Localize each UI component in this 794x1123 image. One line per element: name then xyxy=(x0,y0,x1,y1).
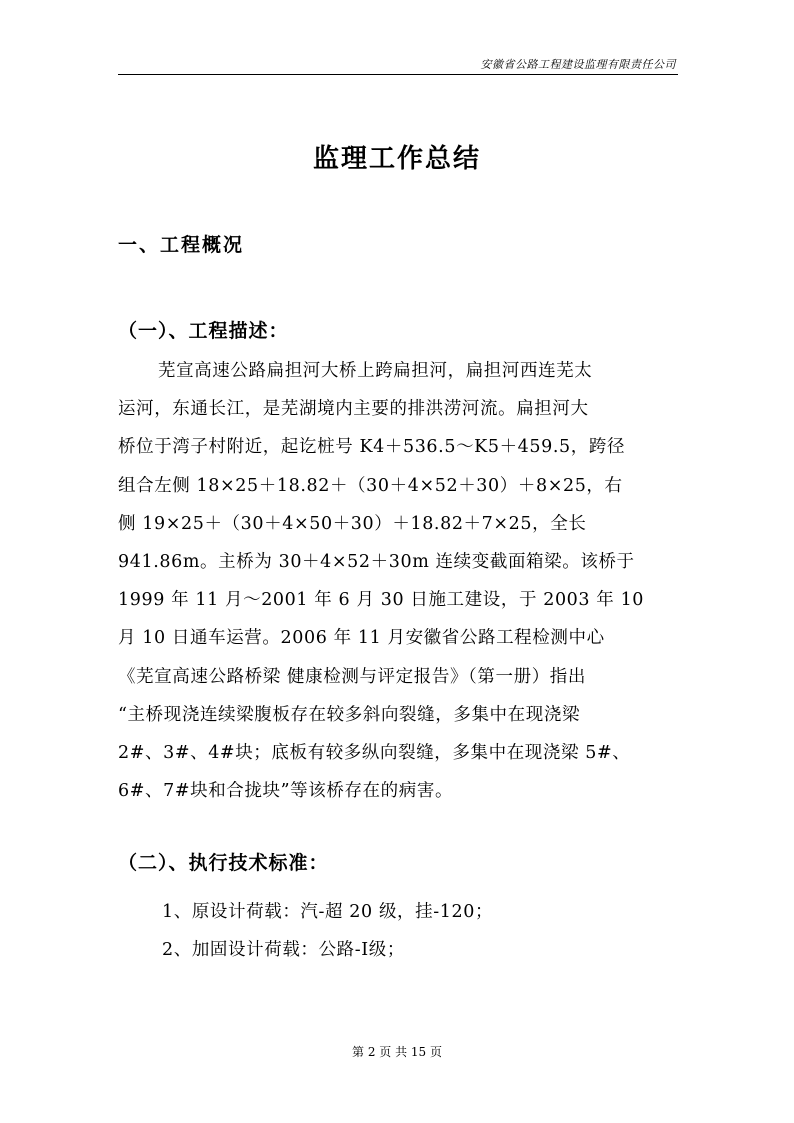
standard-item-reinforcement-load: 2、加固设计荷载：公路-Ⅰ级； xyxy=(162,940,405,960)
project-description-paragraph xyxy=(118,352,678,810)
paragraph-line: 芜宣高速公路扁担河大桥上跨扁担河，扁担河西连芜太 xyxy=(158,361,593,381)
paragraph-line: 月 10 日通车运营。2006 年 11 月安徽省公路工程检测中心 xyxy=(118,628,605,649)
paragraph-line: “主桥现浇连续梁腹板存在较多斜向裂缝，多集中在现浇梁 xyxy=(118,704,581,725)
subsection-heading-technical-standards: （二）、执行技术标准： xyxy=(118,852,329,874)
paragraph-line: 侧 19×25＋（30＋4×50＋30）＋18.82＋7×25，全长 xyxy=(118,513,587,534)
paragraph-line: 941.86m。主桥为 30＋4×52＋30m 连续变截面箱梁。该桥于 xyxy=(118,551,635,572)
standard-item-original-load: 1、原设计荷载：汽-超 20 级，挂-120； xyxy=(162,902,494,922)
document-title: 监理工作总结 xyxy=(312,144,481,174)
paragraph-line: 组合左侧 18×25＋18.82＋（30＋4×52＋30）＋8×25，右 xyxy=(118,475,623,496)
header-company-name: 安徽省公路工程建设监理有限责任公司 xyxy=(480,58,676,71)
page-header xyxy=(118,56,678,75)
paragraph-line: 6#、7#块和合拢块”等该桥存在的病害。 xyxy=(118,781,454,802)
page-footer-page-number: 第 2 页 共 15 页 xyxy=(352,1045,442,1059)
paragraph-line: 桥位于湾子村附近，起讫桩号 K4＋536.5～K5＋459.5，跨径 xyxy=(118,437,626,458)
paragraph-line: 1999 年 11 月～2001 年 6 月 30 日施工建设，于 2003 年 10 xyxy=(118,590,645,611)
subsection-heading-project-description: （一）、工程描述： xyxy=(118,320,289,342)
paragraph-line: 运河，东通长江，是芜湖境内主要的排洪涝河流。扁担河大 xyxy=(118,399,589,420)
section-heading-project-overview: 一、工程概况 xyxy=(118,234,245,256)
paragraph-line: 2#、3#、4#块；底板有较多纵向裂缝，多集中在现浇梁 5#、 xyxy=(118,742,631,763)
paragraph-line: 《芜宣高速公路桥梁 健康检测与评定报告》（第一册）指出 xyxy=(118,666,587,687)
